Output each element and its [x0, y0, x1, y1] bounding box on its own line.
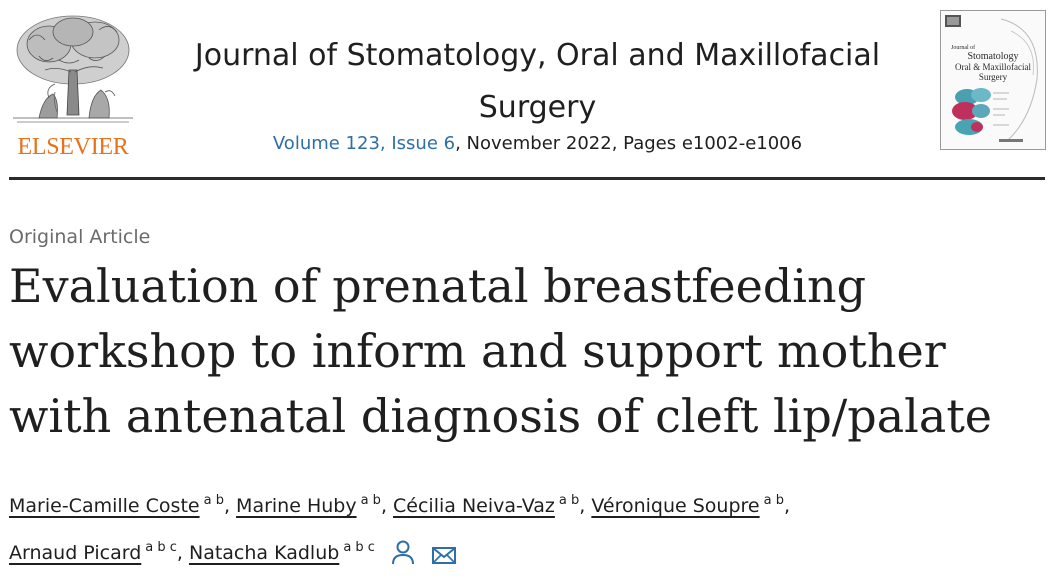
author-affiliations[interactable]: a b [763, 493, 784, 508]
author-affiliations[interactable]: a b [558, 493, 580, 508]
author-entry [9, 495, 236, 517]
author-affiliations[interactable]: a b [203, 493, 224, 508]
author-entry [9, 542, 189, 564]
author-list [9, 480, 1049, 580]
cover-title-line: Surgery [978, 72, 1008, 82]
article-type: Original Article [9, 226, 151, 248]
author-separator: , [783, 495, 791, 517]
header-divider [9, 177, 1045, 180]
author-separator: , [579, 495, 586, 517]
issue-details: , November 2022, Pages e1002-e1006 [455, 133, 803, 154]
author-name-link[interactable]: Arnaud Picard [9, 542, 142, 564]
volume-issue-link[interactable]: Volume 123, Issue 6 [272, 133, 456, 154]
author-entry [393, 495, 591, 517]
author-entry [189, 542, 375, 564]
issue-info [150, 132, 925, 156]
cover-journal-title [951, 45, 1035, 82]
cover-title-line: Journal of [951, 45, 976, 51]
author-name-link[interactable]: Marie-Camille Coste [9, 495, 200, 517]
article-title: Evaluation of prenatal breastfeeding workshop to inform and support mother with antenatal diagnosis of cleft lip/palate [9, 259, 993, 443]
author-affiliations[interactable]: a b [360, 493, 381, 508]
elsevier-logo[interactable] [9, 10, 137, 160]
author-name-link[interactable]: Cécilia Neiva-Vaz [393, 495, 555, 517]
author-separator: , [223, 495, 230, 517]
author-entry [236, 495, 393, 517]
author-separator: , [380, 495, 387, 517]
author-name-link[interactable]: Natacha Kadlub [188, 542, 340, 564]
author-name-link[interactable]: Véronique Soupre [591, 495, 760, 517]
author-name-link[interactable]: Marine Huby [236, 495, 357, 517]
author-affiliations[interactable]: a b c [343, 540, 375, 555]
author-affiliations[interactable]: a b c [145, 540, 177, 555]
cover-title-line: Stomatology [967, 51, 1019, 62]
elsevier-wordmark: ELSEVIER [17, 134, 129, 160]
author-separator: , [176, 542, 183, 564]
journal-header [0, 0, 1058, 180]
journal-cover-thumbnail[interactable] [940, 10, 1046, 150]
elsevier-tree-emblem [9, 10, 137, 128]
cover-title-line: Oral & Maxillofacial [955, 62, 1031, 72]
author-entry [591, 495, 790, 517]
journal-title[interactable]: Journal of Stomatology, Oral and Maxillofacial Surgery [194, 38, 881, 125]
